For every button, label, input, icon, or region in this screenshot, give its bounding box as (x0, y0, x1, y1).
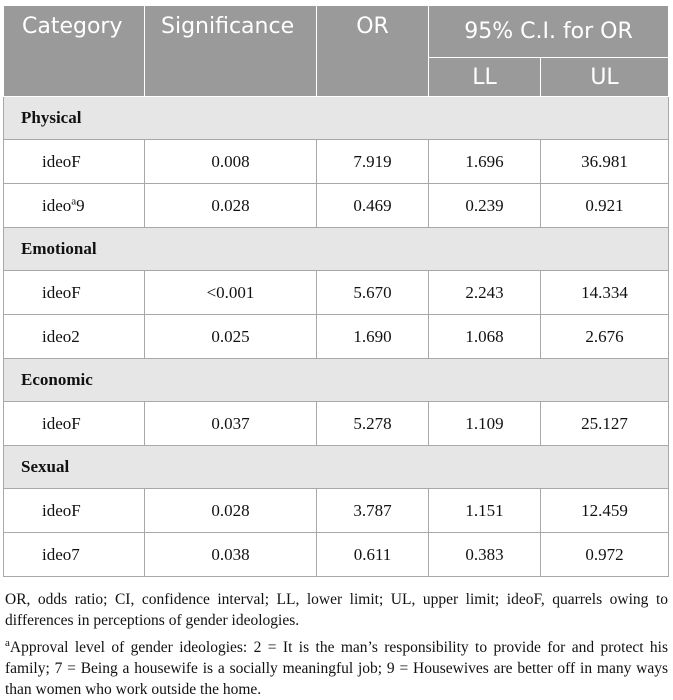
variable-cell (4, 184, 145, 228)
variable-label: ideo (42, 195, 72, 215)
category-row (4, 97, 669, 140)
table-row (4, 315, 669, 359)
significance-cell: <0.001 (145, 271, 317, 315)
table-row (4, 140, 669, 184)
significance-cell: 0.037 (145, 402, 317, 446)
significance-cell: 0.008 (145, 140, 317, 184)
footnote-marker: a (5, 636, 10, 649)
table-figure (3, 5, 668, 700)
footnote (5, 637, 668, 700)
table-row (4, 271, 669, 315)
or-cell: 7.919 (317, 140, 429, 184)
category-label: Sexual (4, 446, 669, 489)
ll-cell: 1.109 (429, 402, 541, 446)
footnote-text: Approval level of gender ideologies: 2 = It is the man’s responsibility to provide for and protect his family; 7 = Being a housewife is a socially meaningful job; 9 = Housewives are better off in many ways than women who work outside the home. (5, 639, 668, 698)
category-label: Emotional (4, 228, 669, 271)
variable-cell (4, 140, 145, 184)
significance-cell: 0.025 (145, 315, 317, 359)
table-row (4, 489, 669, 533)
ul-cell: 0.921 (541, 184, 669, 228)
or-cell: 3.787 (317, 489, 429, 533)
ul-cell: 25.127 (541, 402, 669, 446)
variable-cell (4, 315, 145, 359)
or-cell: 0.611 (317, 533, 429, 577)
or-cell: 5.278 (317, 402, 429, 446)
table-header (4, 6, 669, 97)
variable-label: ideo7 (42, 544, 80, 564)
ll-cell: 1.068 (429, 315, 541, 359)
significance-cell: 0.038 (145, 533, 317, 577)
header-significance: Significance (145, 6, 317, 97)
header-ul: UL (541, 58, 669, 97)
variable-footnote-marker: a (71, 194, 77, 207)
table-body (4, 97, 669, 577)
ll-cell: 2.243 (429, 271, 541, 315)
header-ll: LL (429, 58, 541, 97)
table-row (4, 184, 669, 228)
variable-cell (4, 533, 145, 577)
ul-cell: 2.676 (541, 315, 669, 359)
category-row (4, 228, 669, 271)
variable-label: ideoF (42, 282, 81, 302)
header-or: OR (317, 6, 429, 97)
results-table (3, 5, 669, 577)
ll-cell: 1.151 (429, 489, 541, 533)
variable-label: ideoF (42, 151, 81, 171)
table-row (4, 533, 669, 577)
header-ci: 95% C.I. for OR (429, 6, 669, 58)
significance-cell: 0.028 (145, 184, 317, 228)
or-cell: 1.690 (317, 315, 429, 359)
ul-cell: 0.972 (541, 533, 669, 577)
table-notes (3, 589, 668, 700)
ll-cell: 1.696 (429, 140, 541, 184)
ul-cell: 36.981 (541, 140, 669, 184)
category-label: Physical (4, 97, 669, 140)
variable-label: ideoF (42, 413, 81, 433)
ul-cell: 12.459 (541, 489, 669, 533)
variable-label: ideo2 (42, 326, 80, 346)
variable-label: ideoF (42, 500, 81, 520)
ll-cell: 0.239 (429, 184, 541, 228)
table-row (4, 402, 669, 446)
or-cell: 0.469 (317, 184, 429, 228)
category-row (4, 446, 669, 489)
ul-cell: 14.334 (541, 271, 669, 315)
variable-cell (4, 402, 145, 446)
category-label: Economic (4, 359, 669, 402)
variable-cell (4, 271, 145, 315)
abbreviation-note: OR, odds ratio; CI, confidence interval; LL, lower limit; UL, upper limit; ideoF, quarrels owing to differences in perceptions of gender ideologies. (5, 591, 668, 629)
variable-cell (4, 489, 145, 533)
header-category: Category (4, 6, 145, 97)
ll-cell: 0.383 (429, 533, 541, 577)
or-cell: 5.670 (317, 271, 429, 315)
significance-cell: 0.028 (145, 489, 317, 533)
category-row (4, 359, 669, 402)
variable-label-tail: 9 (76, 195, 85, 215)
